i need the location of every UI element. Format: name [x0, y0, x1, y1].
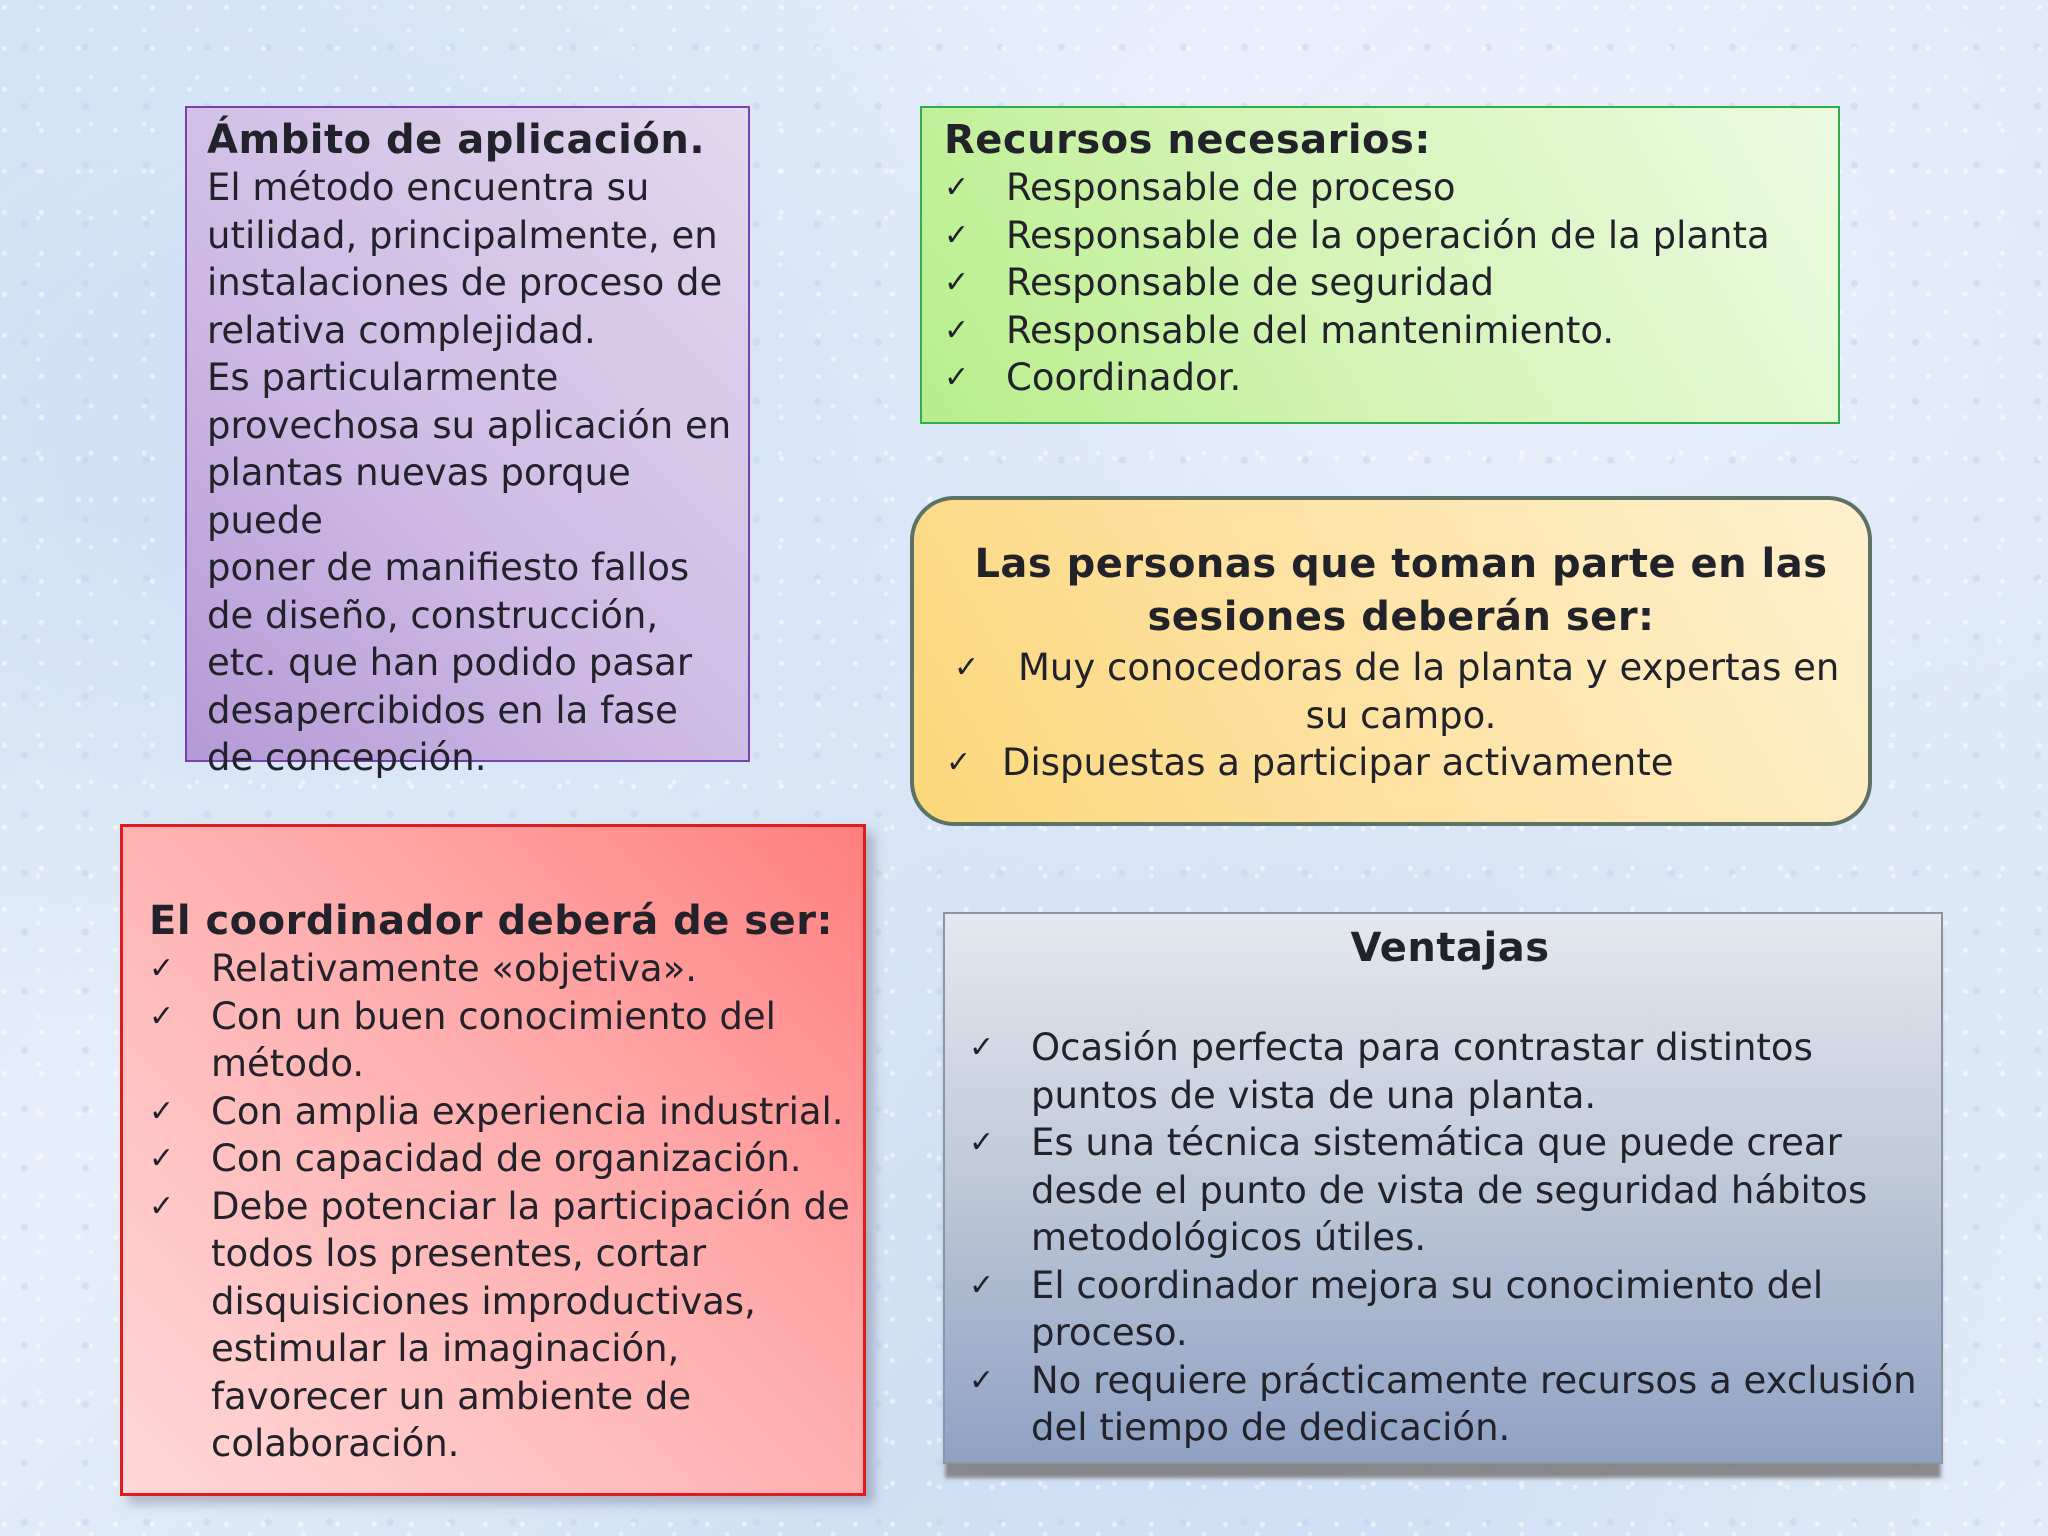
check-icon: ✓	[944, 312, 970, 348]
check-icon: ✓	[969, 1030, 995, 1065]
list-item-text: Con capacidad de organización.	[211, 1137, 802, 1180]
list-item-text: Responsable de proceso	[1006, 166, 1456, 209]
list-item	[944, 307, 1828, 355]
list-item-text: Responsable de la operación de la planta	[1006, 213, 1770, 257]
list-item	[944, 164, 1828, 212]
ambito-line: desapercibidos en la fase	[207, 688, 678, 732]
ambito-line: plantas nuevas porque puede	[207, 451, 631, 542]
ambito-line: de diseño, construcción,	[207, 593, 659, 637]
ambito-line: etc. que han podido pasar	[207, 641, 693, 684]
list-item	[944, 354, 1828, 402]
list-item-text: Relativamente «objetiva».	[211, 947, 697, 990]
check-icon: ✓	[954, 650, 980, 685]
ambito-line: instalaciones de proceso de	[207, 261, 723, 304]
list-item-text: desde el punto de vista de seguridad hábitos	[1031, 1168, 1868, 1212]
check-icon: ✓	[944, 265, 970, 300]
list-item-text: del tiempo de dedicación.	[1031, 1406, 1511, 1449]
list-item	[969, 1024, 1931, 1119]
list-item-text: Debe potenciar la participación de	[211, 1184, 850, 1228]
list-item-text: su campo.	[1305, 693, 1497, 737]
list-item-text: método.	[211, 1042, 365, 1085]
personas-title-line2: sesiones deberán ser:	[1147, 594, 1655, 640]
list-item-text: El coordinador mejora su conocimiento del	[1031, 1263, 1824, 1307]
list-item-text: No requiere prácticamente recursos a exclusión	[1031, 1358, 1917, 1402]
list-item-text: Con un buen conocimiento del	[211, 994, 776, 1038]
list-item-text: Responsable de seguridad	[1006, 261, 1495, 304]
list-item-text: favorecer un ambiente de	[211, 1374, 692, 1418]
list-item-text: Muy conocedoras de la planta y expertas en	[1018, 646, 1840, 689]
coordinador-box	[120, 824, 866, 1496]
check-icon: ✓	[944, 217, 970, 253]
list-item-text: Coordinador.	[1006, 356, 1242, 399]
recursos-list	[944, 164, 1828, 402]
check-icon: ✓	[149, 951, 175, 986]
ambito-line: El método encuentra su	[207, 166, 650, 209]
check-icon: ✓	[149, 1093, 175, 1129]
list-item	[149, 1183, 853, 1468]
personas-box	[910, 496, 1872, 826]
list-item-continuation	[954, 692, 1848, 740]
list-item-text: disquisiciones improductivas,	[211, 1279, 756, 1323]
recursos-box	[920, 106, 1840, 424]
check-icon: ✓	[149, 1188, 175, 1224]
check-icon: ✓	[149, 998, 175, 1034]
check-icon: ✓	[969, 1267, 995, 1303]
list-item-text: colaboración.	[211, 1422, 460, 1465]
coordinador-list	[149, 945, 853, 1468]
check-icon: ✓	[969, 1125, 995, 1160]
check-icon: ✓	[946, 745, 972, 780]
ambito-line: Es particularmente	[207, 356, 559, 399]
list-item	[969, 1262, 1931, 1357]
ambito-box	[185, 106, 750, 779]
list-item	[149, 1088, 853, 1136]
ambito-line: utilidad, principalmente, en	[207, 213, 718, 257]
ambito-line: de concepción.	[207, 736, 487, 779]
ambito-line: relativa complejidad.	[207, 308, 596, 352]
list-item	[946, 739, 1848, 787]
list-item-text: Ocasión perfecta para contrastar distintos	[1031, 1026, 1813, 1069]
list-item-text: todos los presentes, cortar	[211, 1232, 707, 1275]
personas-list	[946, 644, 1848, 787]
list-item-text: estimular la imaginación,	[211, 1327, 680, 1370]
ambito-line: poner de manifiesto fallos	[207, 546, 690, 589]
check-icon: ✓	[969, 1362, 995, 1398]
list-item	[969, 1119, 1931, 1262]
list-item	[149, 1135, 853, 1183]
personas-title-line1: Las personas que toman parte en las	[974, 541, 1828, 587]
ambito-line: provechosa su aplicación en	[207, 403, 732, 447]
list-item-text: Con amplia experiencia industrial.	[211, 1089, 844, 1133]
ventajas-list	[969, 1024, 1931, 1452]
list-item-text: proceso.	[1031, 1311, 1188, 1354]
list-item-text: Dispuestas a participar activamente	[1002, 741, 1674, 784]
list-item	[969, 1357, 1931, 1452]
list-item-text: Es una técnica sistemática que puede crear	[1031, 1121, 1842, 1164]
ambito-title: Ámbito de aplicación.	[207, 117, 706, 163]
coordinador-title: El coordinador deberá de ser:	[149, 898, 833, 944]
list-item-text: Responsable del mantenimiento.	[1006, 308, 1615, 352]
check-icon: ✓	[149, 1141, 175, 1176]
list-item-text: puntos de vista de una planta.	[1031, 1073, 1597, 1117]
list-item	[954, 644, 1848, 692]
list-item	[149, 993, 853, 1088]
recursos-title: Recursos necesarios:	[944, 117, 1431, 163]
ventajas-box	[943, 912, 1943, 1464]
check-icon: ✓	[944, 360, 970, 395]
list-item-text: metodológicos útiles.	[1031, 1216, 1427, 1259]
list-item	[944, 259, 1828, 307]
list-item	[944, 212, 1828, 260]
ventajas-title: Ventajas	[1350, 925, 1550, 971]
check-icon: ✓	[944, 170, 970, 205]
list-item	[149, 945, 853, 993]
